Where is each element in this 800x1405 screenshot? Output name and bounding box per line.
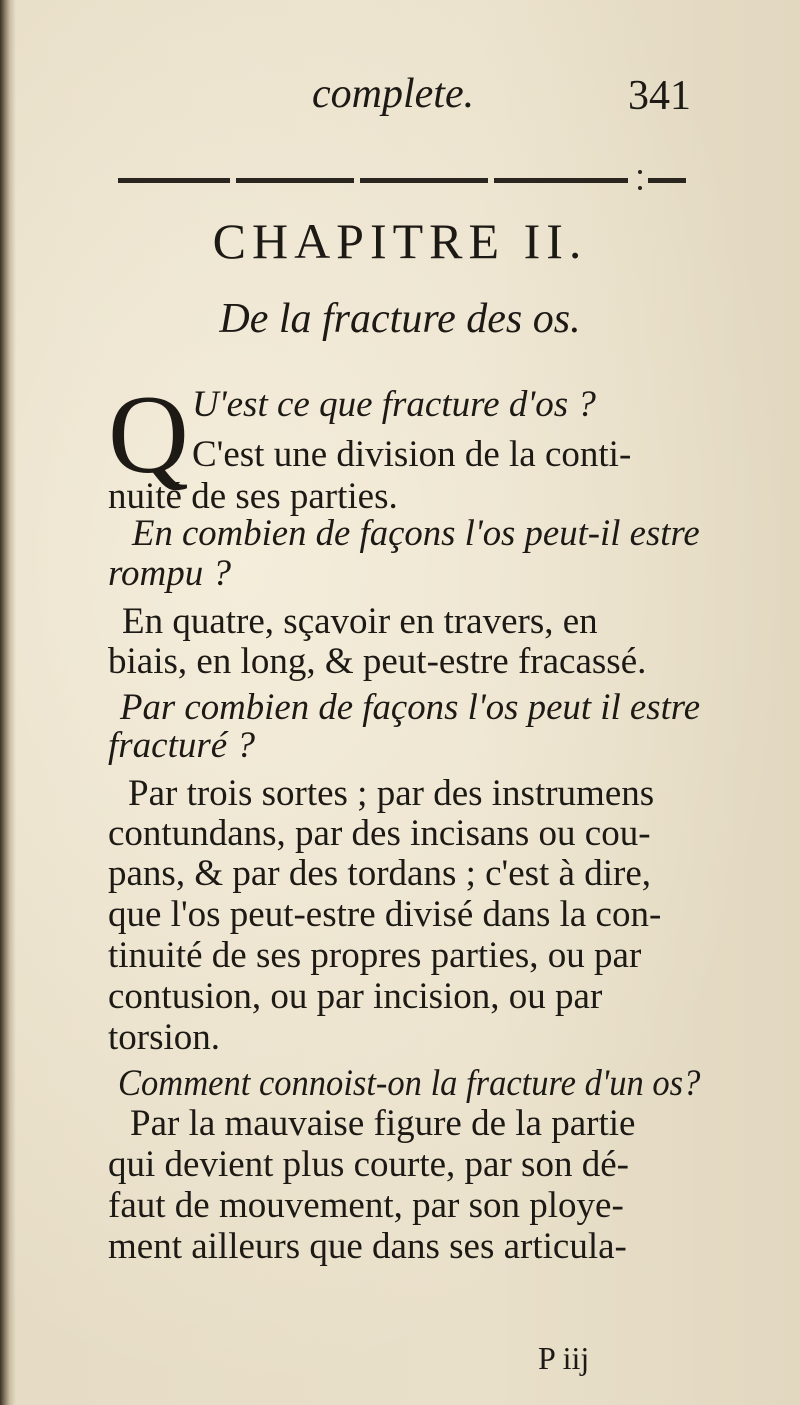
text-line: torsion. [108, 1017, 221, 1058]
text-line: faut de mouvement, par son ploye- [108, 1185, 624, 1226]
question-line: fracturé ? [108, 725, 255, 766]
text-line: biais, en long, & peut-estre fracassé. [108, 641, 647, 682]
text-line: Par la mauvaise figure de la partie [130, 1103, 636, 1144]
text-line: C'est une division de la conti- [192, 434, 632, 475]
question-line: En combien de façons l'os peut-il estre [132, 513, 700, 554]
header-rule [118, 166, 686, 194]
text-line: tinuité de ses propres parties, ou par [108, 935, 642, 976]
text-line: nuité de ses parties. [108, 476, 398, 517]
running-title: complete. [312, 71, 475, 117]
text-line: pans, & par des tordans ; c'est à dire, [108, 853, 652, 894]
book-gutter [0, 0, 16, 1405]
text-line: contusion, ou par incision, ou par [108, 976, 603, 1017]
text-line: que l'os peut-estre divisé dans la con- [108, 894, 662, 935]
text-line: qui devient plus courte, par son dé- [108, 1144, 629, 1185]
text-line: ment ailleurs que dans ses articula- [108, 1226, 627, 1267]
question-line: U'est ce que fracture d'os ? [192, 384, 596, 425]
text-line: Par trois sortes ; par des instrumens [128, 773, 655, 814]
question-line: Comment connoist-on la fracture d'un os? [118, 1063, 701, 1104]
signature-mark: P iij [538, 1340, 590, 1376]
page-number: 341 [628, 73, 691, 119]
chapter-title: CHAPITRE II. [212, 213, 588, 269]
question-line: rompu ? [108, 553, 231, 594]
text-line: En quatre, sçavoir en travers, en [122, 601, 598, 642]
text-line: contundans, par des incisans ou cou- [108, 813, 651, 854]
question-line: Par combien de façons l'os peut il estre [120, 687, 701, 728]
section-title: De la fracture des os. [219, 296, 581, 342]
drop-cap: Q [108, 373, 189, 497]
